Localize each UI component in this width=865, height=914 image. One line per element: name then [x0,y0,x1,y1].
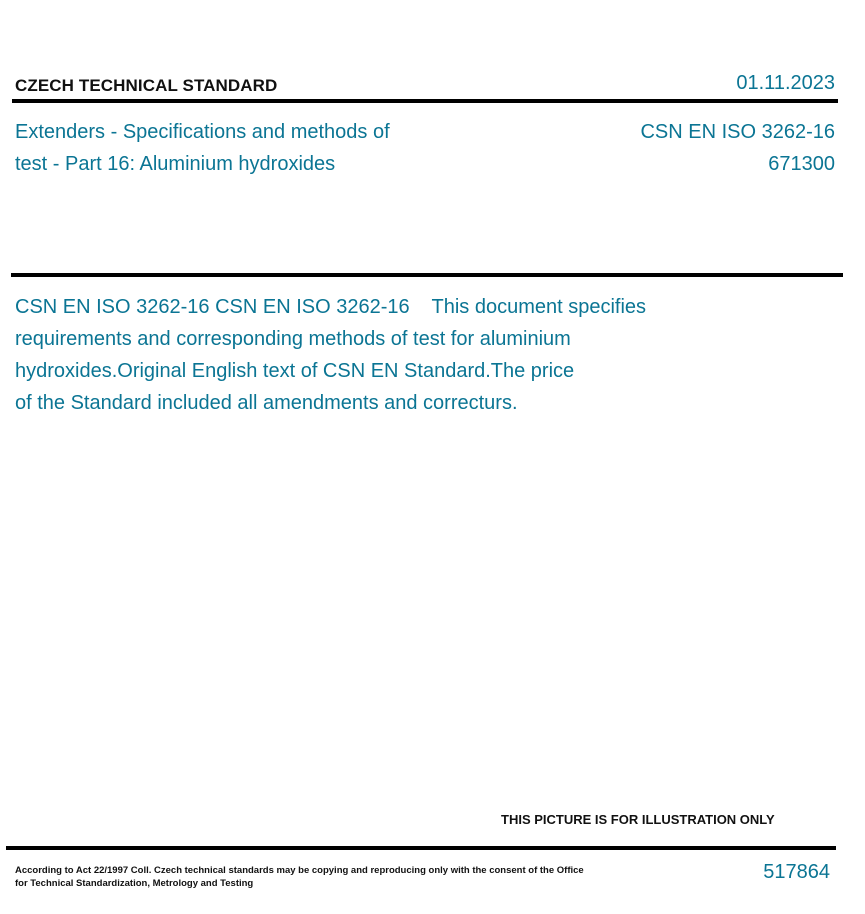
section-divider [11,273,843,277]
legal-notice-line: for Technical Standardization, Metrology and Testing [15,878,254,889]
publication-date: 01.11.2023 [736,72,835,94]
abstract-line: hydroxides.Original English text of CSN EN Standard.The price [15,360,575,382]
footer-divider [6,846,836,850]
standard-code: CSN EN ISO 3262-16 [640,121,835,143]
standard-identifiers [640,116,835,180]
document-id: 517864 [763,861,830,883]
document-type-label: CZECH TECHNICAL STANDARD [15,76,278,95]
header-divider [12,99,838,103]
standard-title-line: Extenders - Specifications and methods of [15,121,390,143]
abstract-text [15,291,715,419]
abstract-line: CSN EN ISO 3262-16 CSN EN ISO 3262-16 This document specifies [15,296,647,318]
abstract-line: requirements and corresponding methods of test for aluminium [15,328,571,350]
legal-notice [15,864,615,890]
legal-notice-line: According to Act 22/1997 Coll. Czech technical standards may be copying and reproducing only with the consent of the Office [15,865,584,876]
standard-title-line: test - Part 16: Aluminium hydroxides [15,153,336,175]
abstract-line: of the Standard included all amendments and correcturs. [15,392,518,414]
standard-title [15,116,445,180]
illustration-disclaimer: THIS PICTURE IS FOR ILLUSTRATION ONLY [501,812,775,827]
class-number: 671300 [768,153,835,175]
